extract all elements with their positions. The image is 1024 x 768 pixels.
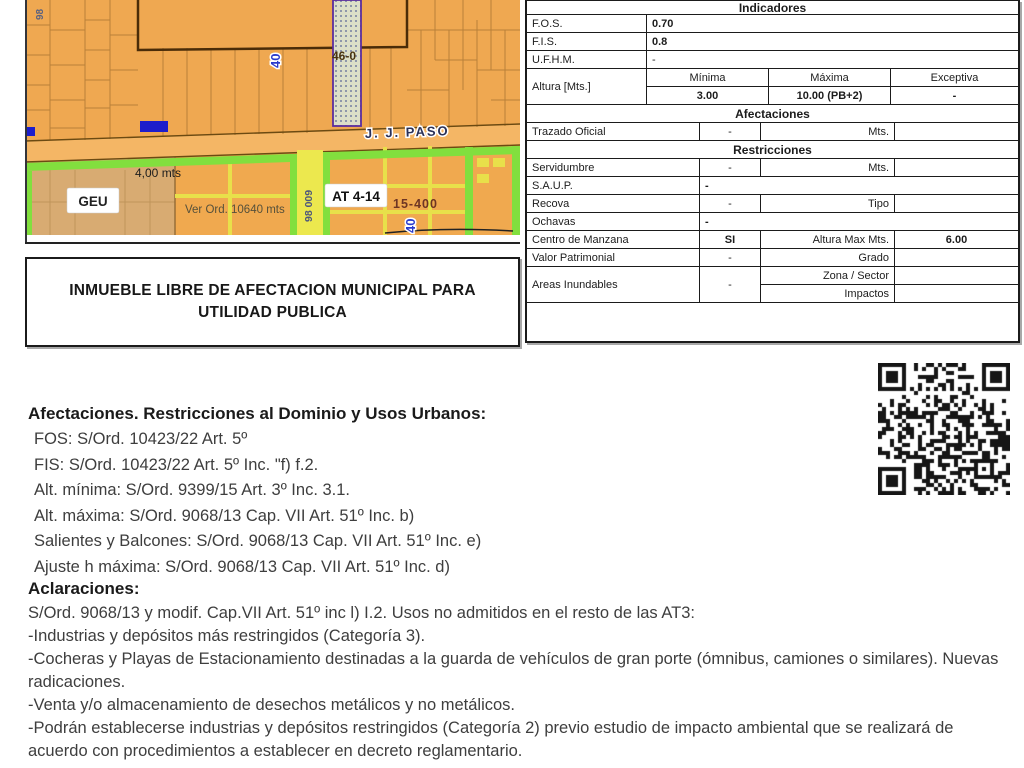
fos-label: F.O.S.	[532, 17, 563, 30]
saup-value: -	[699, 177, 1018, 194]
centro-label: Centro de Manzana	[532, 233, 629, 246]
ufhm-label: U.F.H.M.	[532, 53, 575, 66]
hatch-parcel-label: 46-0	[332, 49, 357, 63]
section-header-afectaciones	[527, 105, 1018, 123]
areas-impactos-extra	[894, 285, 1018, 302]
row-fos	[527, 15, 1018, 33]
saup-label: S.A.U.P.	[532, 179, 573, 192]
altura-exc-value: -	[890, 87, 1018, 104]
row-altura	[527, 69, 1018, 105]
geu-zone-label: GEU	[78, 194, 108, 209]
clarification-line: -Cocheras y Playas de Estacionamiento destinadas a la guarda de vehículos de gran porte (ómnibus, camiones o similares). Nuevas radicaciones.	[28, 650, 999, 691]
table-title-row	[527, 1, 1018, 15]
areas-label: Areas Inundables	[532, 278, 618, 291]
indicators-table	[525, 0, 1020, 343]
route-40-lower-label: 40	[403, 218, 418, 233]
clarification-line: -Industrias y depósitos más restringidos (Categoría 3).	[28, 627, 426, 645]
row-servidumbre	[527, 159, 1018, 177]
ufhm-value: -	[646, 51, 1018, 68]
ordinance-item: Ajuste h máxima: S/Ord. 9068/13 Cap. VII Art. 51º Inc. d)	[34, 557, 450, 576]
servidumbre-unit: Mts.	[760, 159, 894, 176]
ordinance-item: FOS: S/Ord. 10423/22 Art. 5º	[34, 430, 248, 448]
areas-zona-row	[760, 267, 1018, 285]
altura-headers	[646, 69, 1018, 87]
altura-max-header: Máxima	[768, 69, 890, 86]
trazado-label: Trazado Oficial	[532, 125, 606, 138]
ordinance-item: Salientes y Balcones: S/Ord. 9068/13 Cap. VII Art. 51º Inc. e)	[34, 532, 482, 550]
trazado-unit: Mts.	[760, 123, 894, 140]
width-note-label: 4,00 mts	[135, 166, 182, 180]
ochavas-value: -	[699, 213, 1018, 230]
street-name-label: J. J. PASO	[364, 123, 450, 141]
valor-value: -	[699, 249, 760, 266]
ordinance-note-label: Ver Ord. 10640 mts	[185, 204, 285, 216]
fos-value: 0.70	[646, 15, 1018, 32]
hatched-parcel	[333, 0, 361, 126]
section-header-restricciones	[527, 141, 1018, 159]
restricciones-header-text: Restricciones	[733, 142, 812, 157]
row-ufhm	[527, 51, 1018, 69]
areas-impactos-row	[760, 285, 1018, 302]
aclaraciones-section-title: Aclaraciones:	[28, 579, 140, 598]
altura-label: Altura [Mts.]	[532, 80, 591, 93]
at-zone-label: AT 4-14	[332, 189, 380, 204]
row-centro-manzana	[527, 231, 1018, 249]
map-svg	[25, 0, 520, 247]
notice-box	[25, 257, 520, 347]
areas-unit-zona: Zona / Sector	[760, 267, 894, 284]
fis-value: 0.8	[646, 33, 1018, 50]
valor-label: Valor Patrimonial	[532, 251, 615, 264]
table-title: Indicadores	[738, 1, 807, 14]
row-areas-inundables	[527, 267, 1018, 303]
afectaciones-header-text: Afectaciones	[735, 106, 810, 121]
table-empty-area	[527, 303, 1018, 341]
centro-max-value: 6.00	[894, 231, 1018, 248]
areas-unit-impactos: Impactos	[760, 285, 894, 302]
altura-min-value: 3.00	[646, 87, 768, 104]
recova-value: -	[699, 195, 760, 212]
centro-unit: Altura Max Mts.	[760, 231, 894, 248]
parcel-15-400-label: 15-400	[393, 197, 438, 211]
valor-unit: Grado	[760, 249, 894, 266]
servidumbre-value: -	[699, 159, 760, 176]
route-40-upper-label: 40	[268, 53, 283, 68]
fis-label: F.I.S.	[532, 35, 558, 48]
altura-max-value: 10.00 (PB+2)	[768, 87, 890, 104]
ochavas-label: Ochavas	[532, 215, 576, 228]
altura-values	[646, 87, 1018, 104]
trazado-value: -	[699, 123, 760, 140]
row-valor-patrimonial	[527, 249, 1018, 267]
servidumbre-label: Servidumbre	[532, 161, 595, 174]
block-code-label: 98 009	[303, 189, 315, 222]
ordinance-item: Alt. mínima: S/Ord. 9399/15 Art. 3º Inc. 3.1.	[34, 481, 351, 499]
recova-unit: Tipo	[760, 195, 894, 212]
valor-extra	[894, 249, 1018, 266]
parcel-98-label: 98	[35, 8, 46, 20]
altura-min-header: Mínima	[646, 69, 768, 86]
row-recova	[527, 195, 1018, 213]
ordinance-item: Alt. máxima: S/Ord. 9068/13 Cap. VII Art. 51º Inc. b)	[34, 506, 415, 525]
recova-label: Recova	[532, 197, 570, 210]
clarification-line: -Podrán establecerse industrias y depósitos restringidos (Categoría 2) previo estudio de impacto ambiental que se realizará de acuerdo con procedimientos a establecer en decreto reglamentario.	[28, 719, 954, 760]
recova-extra	[894, 195, 1018, 212]
row-ochavas	[527, 213, 1018, 231]
clarification-line: -Venta y/o almacenamiento de desechos metálicos y no metálicos.	[28, 696, 516, 714]
afectaciones-section	[28, 404, 1013, 580]
trazado-extra	[894, 123, 1018, 140]
altura-exc-header: Exceptiva	[890, 69, 1018, 86]
cadastral-map	[25, 0, 520, 247]
areas-value: -	[699, 267, 760, 302]
clarification-line: S/Ord. 9068/13 y modif. Cap.VII Art. 51º inc l) I.2. Usos no admitidos en el resto de las AT3:	[28, 604, 695, 622]
areas-zona-extra	[894, 267, 1018, 284]
servidumbre-extra	[894, 159, 1018, 176]
row-fis	[527, 33, 1018, 51]
notice-text: INMUEBLE LIBRE DE AFECTACION MUNICIPAL PARA UTILIDAD PUBLICA	[69, 282, 476, 321]
row-trazado	[527, 123, 1018, 141]
aclaraciones-section	[28, 579, 1013, 763]
afectaciones-section-title: Afectaciones. Restricciones al Dominio y Usos Urbanos:	[28, 404, 487, 423]
centro-value: SI	[699, 231, 760, 248]
row-saup	[527, 177, 1018, 195]
ordinance-item: FIS: S/Ord. 10423/22 Art. 5º Inc. "f) f.2.	[34, 455, 319, 474]
